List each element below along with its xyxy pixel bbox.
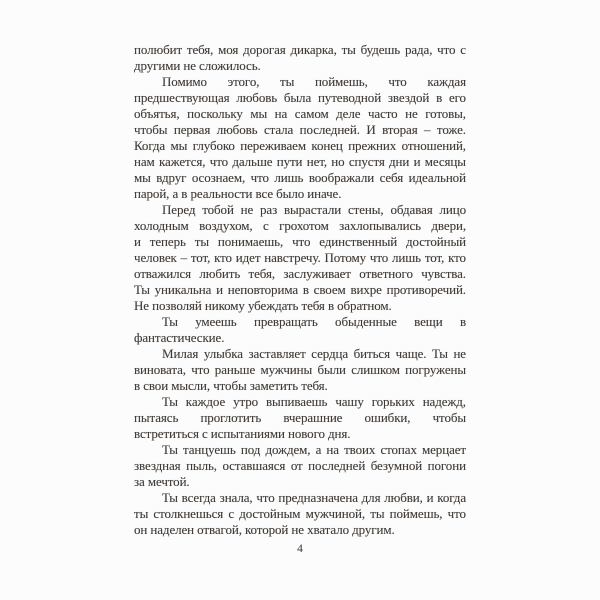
text-line: Когда мы глубоко переживаем конец прежних отношений, — [134, 138, 466, 153]
text-line: он наделен отвагой, которой не хватало другим. — [134, 522, 395, 537]
page-text — [134, 42, 466, 538]
text-line: и теперь ты понимаешь, что единственный достойный — [134, 234, 466, 249]
text-line: виновата, что раньше мужчины были слишком погружены — [134, 362, 466, 377]
text-line: Ты каждое утро выпиваешь чашу горьких надежд, — [162, 394, 466, 409]
text-line: объятья, поскольку мы на самом деле часто не готовы, — [134, 106, 466, 121]
text-line: парой, а в реальности все было иначе. — [134, 186, 342, 201]
text-line: ты столкнешься с достойным мужчиной, ты поймешь, что — [134, 506, 466, 521]
text-line: нам кажется, что дальше пути нет, но спустя дни и месяцы — [134, 154, 466, 169]
text-line: Ты уникальна и неповторима в своем вихре противоречий. — [134, 282, 466, 297]
text-line: звездная пыль, оставшаяся от последней безумной погони — [134, 458, 466, 473]
text-line: Милая улыбка заставляет сердца биться чаще. Ты не — [162, 346, 466, 361]
text-line: фантастические. — [134, 330, 225, 345]
text-line: полюбит тебя, моя дорогая дикарка, ты будешь рада, что с — [134, 42, 466, 57]
text-line: Перед тобой не раз вырастали стены, обдавая лицо — [162, 202, 466, 217]
text-line: холодным воздухом, с грохотом захлопывались двери, — [134, 218, 466, 233]
text-line: Ты всегда знала, что предназначена для любви, и когда — [162, 490, 466, 505]
text-line: в свои мысли, чтобы заметить тебя. — [134, 378, 328, 393]
text-line: отважился любить тебя, заслуживает ответного чувства. — [134, 266, 466, 281]
text-line: другими не сложилось. — [134, 58, 261, 73]
text-line: за мечтой. — [134, 474, 190, 489]
text-line: человек – тот, кто идет навстречу. Потому что лишь тот, кто — [134, 250, 466, 265]
text-line: Ты танцуешь под дождем, а на твоих стопах мерцает — [162, 442, 466, 457]
page-number: 4 — [297, 543, 303, 555]
text-line: предшествующая любовь была путеводной звездой в его — [134, 90, 466, 105]
text-line: Не позволяй никому убеждать тебя в обратном. — [134, 298, 392, 313]
text-line: встретиться с испытаниями нового дня. — [134, 426, 351, 441]
text-line: чтобы первая любовь стала последней. И вторая – тоже. — [134, 122, 466, 137]
text-line: пытаясь проглотить вчерашние ошибки, чтобы — [134, 410, 466, 425]
text-line: Помимо этого, ты поймешь, что каждая — [162, 74, 466, 89]
text-line: мы вдруг осознаем, что лишь воображали себя идеальной — [134, 170, 466, 185]
text-line: Ты умеешь превращать обыденные вещи в — [162, 314, 466, 329]
